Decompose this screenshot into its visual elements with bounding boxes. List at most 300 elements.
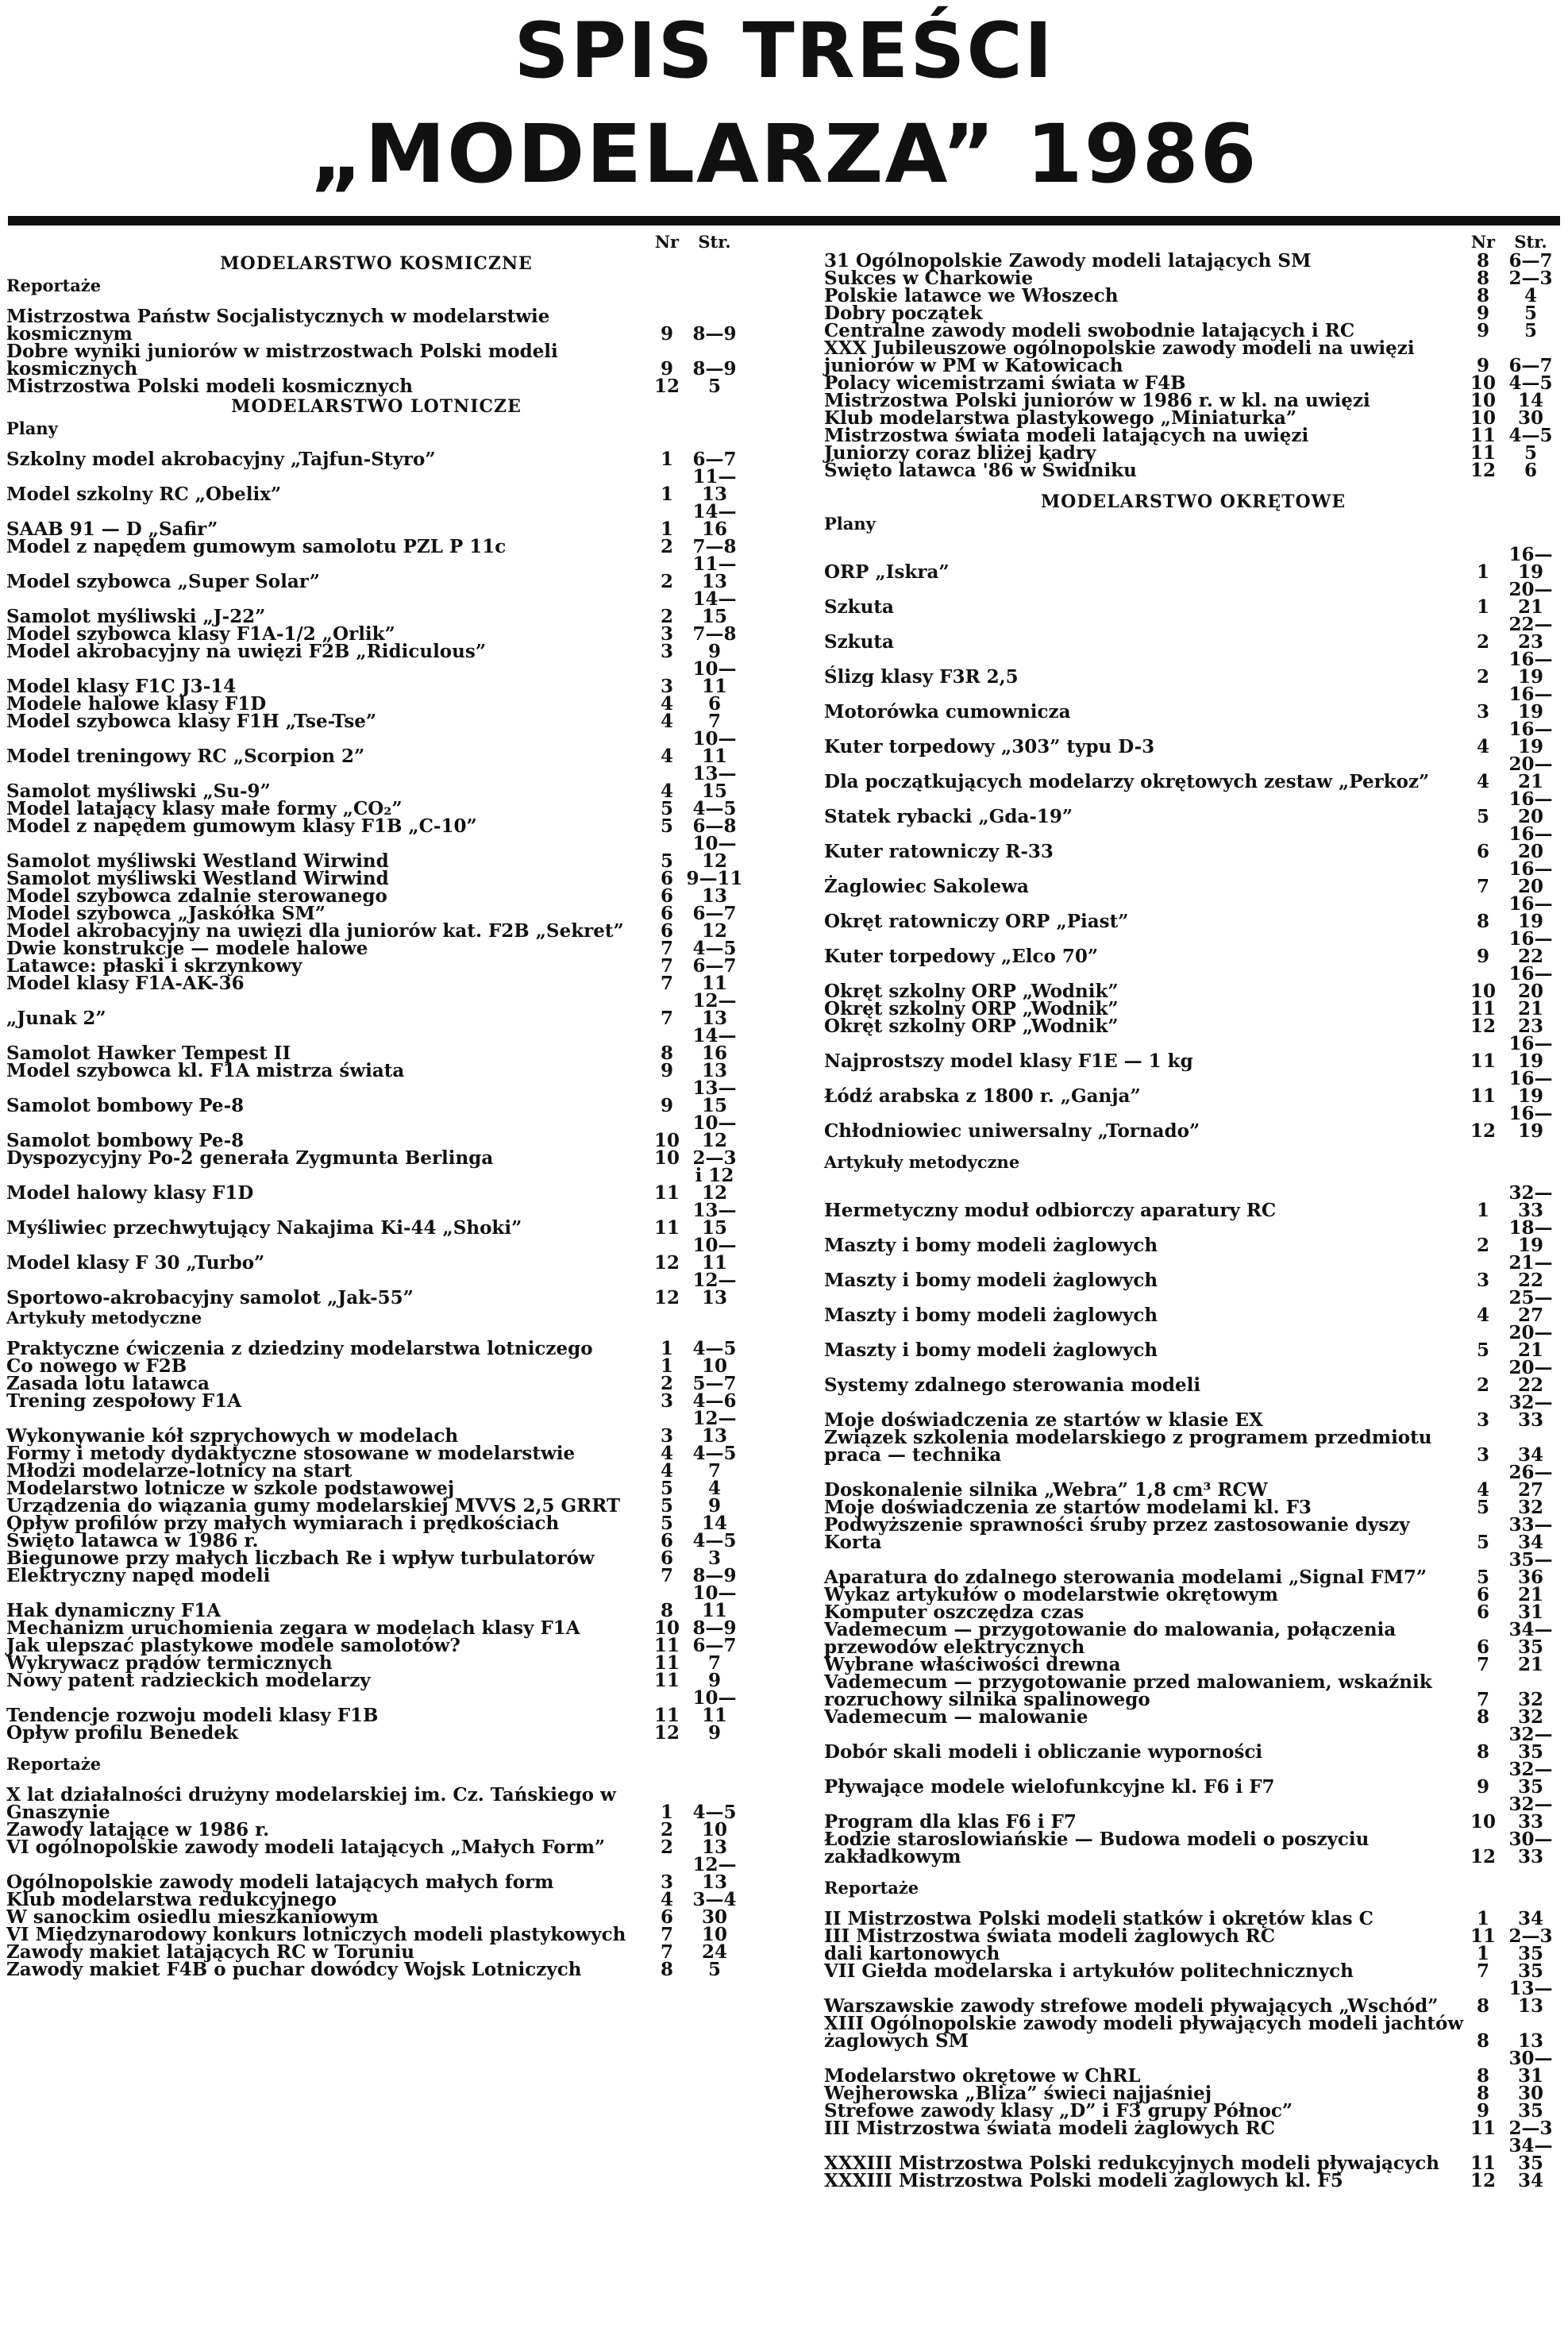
- entry-issue-number: 9: [660, 358, 673, 380]
- entry-issue-number: 11: [653, 1635, 680, 1656]
- entry-pages: 2—3: [1508, 268, 1553, 289]
- entry-pages: 10—12: [692, 1112, 737, 1151]
- entry-issue-number: 10: [1470, 407, 1496, 429]
- entry-title: Modelarstwo okrętowe w ChRL: [824, 2065, 1141, 2087]
- toc-entry: [6, 503, 746, 538]
- entry-issue-number: 9: [1476, 1776, 1489, 1798]
- entry-pages: 14: [1517, 390, 1543, 411]
- toc-entry: [824, 1018, 1562, 1035]
- entry-title: Święto latawca '86 w Świdniku: [824, 460, 1137, 481]
- entry-issue-number: 8: [1476, 2083, 1489, 2104]
- entry-title: Model halowy klasy F1D: [6, 1182, 254, 1204]
- toc-entry: [824, 1394, 1562, 1429]
- toc-entry: [6, 308, 746, 343]
- entry-title: Motorówka cumownicza: [824, 701, 1071, 723]
- right-column: [824, 232, 1562, 2190]
- entry-issue-number: 2: [660, 1373, 673, 1394]
- toc-entry: [824, 1429, 1562, 1464]
- entry-issue-number: 3: [660, 676, 673, 697]
- toc-entry: [824, 337, 1562, 376]
- entry-pages: 16—19: [1508, 684, 1553, 723]
- entry-issue-number: 1: [660, 449, 673, 470]
- entry-pages: 4—5: [692, 1443, 737, 1464]
- entry-title: Mistrzostwa świata modeli latających na uwięzi: [824, 425, 1309, 446]
- entry-title: Model szybowca „Super Solar”: [6, 571, 320, 592]
- section-title: MODELARSTWO LOTNICZE: [231, 396, 522, 417]
- toc-entry: [6, 1582, 746, 1621]
- entry-title: X lat działalności drużyny modelarskiej im. Cz. Tańskiego w Gnaszynie: [6, 1784, 616, 1823]
- toc-entry: [6, 992, 746, 1027]
- entry-issue-number: 5: [660, 850, 673, 872]
- toc-entry: [6, 1062, 746, 1080]
- toc-entry: [6, 1272, 746, 1307]
- entry-pages: 21: [1517, 1654, 1543, 1675]
- entry-issue-number: 11: [1470, 442, 1496, 464]
- spacer: [824, 480, 1562, 491]
- entry-issue-number: 5: [660, 815, 673, 837]
- entry-issue-number: 9: [1476, 2100, 1489, 2122]
- entry-title: III Mistrzostwa świata modeli żaglowych RC: [824, 1925, 1276, 1947]
- entry-title: Vademecum — malowanie: [824, 1706, 1088, 1728]
- entry-title: Juniorzy coraz bliżej kadry: [824, 442, 1096, 464]
- nr-header: Nr: [654, 232, 680, 252]
- toc-entry: [6, 643, 746, 661]
- entry-title: XXXIII Mistrzostwa Polski modeli żaglowych kl. F5: [824, 2170, 1343, 2191]
- toc-entry: [824, 1359, 1562, 1394]
- entry-issue-number: 3: [1476, 1409, 1489, 1431]
- entry-issue-number: 6: [660, 868, 673, 889]
- entry-pages: 18—19: [1508, 1217, 1553, 1256]
- entry-pages: 9—11: [686, 868, 743, 889]
- entry-pages: 13: [701, 1837, 727, 1858]
- entry-title: Młodzi modelarze-lotnicy na start: [6, 1460, 353, 1482]
- toc-entry: [6, 588, 746, 627]
- entry-pages: 23: [1517, 1016, 1543, 1037]
- entry-pages: 7: [707, 1460, 721, 1482]
- section-title: MODELARSTWO OKRĘTOWE: [1040, 491, 1346, 512]
- entry-pages: 13: [701, 885, 727, 907]
- entry-issue-number: 11: [653, 1670, 680, 1691]
- entry-title: Samolot bombowy Pe-8: [6, 1130, 245, 1151]
- entry-title: Maszty i bomy modeli żaglowych: [824, 1270, 1158, 1291]
- toc-entry: [824, 1706, 1562, 1728]
- entry-issue-number: 7: [660, 955, 673, 977]
- entry-issue-number: 7: [1476, 1960, 1489, 1982]
- entry-pages: 34—35: [1508, 2135, 1553, 2174]
- entry-title: Chłodniowiec uniwersalny „Tornado”: [824, 1120, 1200, 1142]
- entry-title: Podwyższenie sprawności śruby przez zastosowanie dyszy Korta: [824, 1514, 1410, 1553]
- entry-title: Model z napędem gumowym samolotu PZL P 11c: [6, 536, 507, 557]
- entry-title: Mistrzostwa Polski juniorów w 1986 r. w kl. na uwięzi: [824, 390, 1370, 411]
- toc-entry: [824, 2015, 1562, 2050]
- subsection-title: Artykuły metodyczne: [6, 1308, 202, 1328]
- entry-issue-number: 11: [653, 1217, 680, 1239]
- toc-entry: [6, 765, 746, 800]
- entry-title: Nowy patent radzieckich modelarzy: [6, 1670, 371, 1691]
- toc-entry: [824, 1217, 1562, 1256]
- toc-entry: [824, 2137, 1562, 2172]
- entry-title: Kuter ratowniczy R-33: [824, 841, 1054, 862]
- entry-title: Kuter torpedowy „303” typu D-3: [824, 736, 1155, 757]
- entry-issue-number: 7: [660, 1924, 673, 1945]
- entry-pages: i 12: [695, 1165, 734, 1186]
- toc-entry: [824, 893, 1562, 932]
- entry-issue-number: 6: [660, 1906, 673, 1928]
- entry-issue-number: 9: [1476, 355, 1489, 376]
- entry-issue-number: 6: [660, 1548, 673, 1569]
- entry-title: III Mistrzostwa świata modeli żaglowych RC: [824, 2118, 1276, 2139]
- entry-title: Wykaz artykułów o modelarstwie okrętowym: [824, 1584, 1279, 1605]
- toc-entry: [6, 1672, 746, 1690]
- toc-entry: [824, 928, 1562, 967]
- toc-entry: [824, 858, 1562, 897]
- entry-title: Polacy wicemistrzami świata w F4B: [824, 372, 1186, 394]
- toc-entry: [824, 1761, 1562, 1796]
- entry-issue-number: 4: [1476, 1479, 1489, 1501]
- entry-title: Jak ulepszać plastykowe modele samolotów?: [6, 1635, 460, 1656]
- entry-title: Centralne zawody modeli swobodnie latających i RC: [824, 320, 1355, 341]
- toc-entry: [6, 1856, 746, 1891]
- toc-entry: [824, 546, 1562, 581]
- entry-title: Program dla klas F6 i F7: [824, 1811, 1077, 1833]
- entry-title: Kuter torpedowy „Elco 70”: [824, 946, 1099, 967]
- toc-entry: [6, 1077, 746, 1116]
- entry-pages: 7—8: [692, 623, 737, 645]
- entry-title: Mechanizm uruchomienia zegara w modelach klasy F1A: [6, 1617, 580, 1639]
- entry-title: Model szybowca zdalnie sterowanego: [6, 885, 387, 907]
- entry-title: Dyspozycyjny Po-2 generała Zygmunta Berlinga: [6, 1147, 494, 1169]
- toc-entry: [6, 975, 746, 992]
- entry-issue-number: 3: [660, 1871, 673, 1893]
- left-column: [6, 232, 746, 1979]
- entry-issue-number: 2: [660, 571, 673, 592]
- entry-issue-number: 3: [660, 1425, 673, 1447]
- entry-issue-number: 12: [653, 1722, 680, 1744]
- entry-pages: 6—7: [692, 1635, 737, 1656]
- entry-title: Wejherowska „Bliza” świeci najjaśniej: [824, 2083, 1212, 2104]
- entry-title: Szkuta: [824, 596, 894, 618]
- entry-pages: 30—31: [1508, 2048, 1553, 2087]
- entry-title: Opływ profilów przy małych wymiarach i prędkościach: [6, 1513, 560, 1534]
- entry-pages: 30: [1517, 2083, 1543, 2104]
- entry-issue-number: 11: [1470, 1085, 1496, 1107]
- spacer: [824, 1866, 1562, 1877]
- toc-entry: [824, 1980, 1562, 2015]
- str-header: Str.: [1514, 232, 1547, 252]
- entry-issue-number: 1: [1476, 596, 1489, 618]
- entry-pages: 4—5: [692, 798, 737, 819]
- entry-issue-number: 12: [1470, 1016, 1496, 1037]
- entry-pages: 4—5: [1508, 425, 1553, 446]
- entry-pages: 16—20: [1508, 963, 1553, 1002]
- entry-issue-number: 9: [660, 323, 673, 345]
- entry-issue-number: 4: [1476, 771, 1489, 792]
- entry-issue-number: 8: [1476, 285, 1489, 306]
- entry-pages: 14—16: [692, 501, 737, 540]
- toc-entry: [824, 462, 1562, 480]
- entry-pages: 6—7: [692, 955, 737, 977]
- entry-pages: 13—15: [692, 763, 737, 802]
- subsection-title: Reportaże: [6, 1754, 102, 1774]
- entry-issue-number: 4: [660, 693, 673, 715]
- entry-issue-number: 7: [660, 1008, 673, 1029]
- toc-entry: [824, 1831, 1562, 1866]
- toc-entry: [824, 1960, 1562, 1982]
- toc-entry: [6, 713, 746, 730]
- toc-entry: [6, 730, 746, 765]
- entry-title: Myśliwiec przechwytujący Nakajima Ki-44 „Shoki”: [6, 1217, 522, 1239]
- entry-pages: 13—13: [1508, 1978, 1553, 2017]
- entry-title: Łodzie staroslowiańskie — Budowa modeli o poszyciu zakładkowym: [824, 1829, 1370, 1867]
- toc-entry: [6, 378, 746, 395]
- entry-pages: 34: [1517, 2170, 1543, 2191]
- toc-entry: [6, 1687, 746, 1726]
- entry-issue-number: 4: [660, 780, 673, 802]
- entry-issue-number: 1: [1476, 1200, 1489, 1221]
- entry-title: Model szybowca klasy F1A-1/2 „Orlik”: [6, 623, 395, 645]
- entry-pages: 11—13: [692, 466, 737, 505]
- entry-pages: 16—19: [1508, 719, 1553, 757]
- entry-issue-number: 1: [660, 518, 673, 540]
- entry-pages: 35: [1517, 1943, 1543, 1964]
- spacer: [824, 535, 1562, 546]
- entry-title: XIII Ogólnopolskie zawody modeli pływających modeli jachtów żaglowych SM: [824, 2013, 1464, 2052]
- entry-issue-number: 8: [660, 1043, 673, 1064]
- subsection-title: Reportaże: [6, 276, 102, 295]
- entry-issue-number: 1: [660, 1355, 673, 1377]
- entry-pages: 9: [707, 1722, 721, 1744]
- entry-issue-number: 8: [1476, 268, 1489, 289]
- entry-pages: 31: [1517, 1601, 1543, 1623]
- entry-pages: 10: [701, 1924, 727, 1945]
- entry-pages: 5: [1524, 303, 1537, 324]
- entry-issue-number: 6: [660, 920, 673, 942]
- entry-pages: 10: [701, 1819, 727, 1840]
- entry-pages: 13—15: [692, 1200, 737, 1239]
- toc-entry: [6, 1202, 746, 1237]
- entry-issue-number: 11: [1470, 2118, 1496, 2139]
- entry-title: Samolot myśliwski Westland Wirwind: [6, 868, 389, 889]
- entry-pages: 32: [1517, 1689, 1543, 1710]
- entry-pages: 4—6: [692, 1390, 737, 1412]
- entry-pages: 8—9: [692, 1565, 737, 1586]
- entry-title: Zasada lotu latawca: [6, 1373, 210, 1394]
- entry-pages: 10—11: [692, 1235, 737, 1274]
- entry-pages: 11: [701, 973, 727, 994]
- entry-issue-number: 2: [660, 536, 673, 557]
- toc-entry: [6, 835, 746, 870]
- entry-title: Najprostszy model klasy F1E — 1 kg: [824, 1050, 1193, 1072]
- entry-issue-number: 11: [653, 1652, 680, 1674]
- toc-entry: [824, 963, 1562, 1002]
- entry-title: VII Giełda modelarska i artykułów politechnicznych: [824, 1960, 1354, 1982]
- entry-issue-number: 8: [660, 1600, 673, 1621]
- entry-title: Sportowo-akrobacyjny samolot „Jak-55”: [6, 1287, 414, 1309]
- entry-title: 31 Ogólnopolskie Zawody modeli latających SM: [824, 250, 1312, 272]
- entry-pages: 5: [1524, 320, 1537, 341]
- entry-pages: 20—21: [1508, 1322, 1553, 1361]
- entry-title: Model akrobacyjny na uwięzi F2B „Ridiculous”: [6, 641, 487, 662]
- entry-issue-number: 7: [660, 1565, 673, 1586]
- entry-title: Wykonywanie kół szprychowych w modelach: [6, 1425, 459, 1447]
- entry-pages: 13—15: [692, 1077, 737, 1116]
- toc-entry: [824, 2120, 1562, 2137]
- entry-issue-number: 8: [1476, 1741, 1489, 1763]
- entry-pages: 7—8: [692, 536, 737, 557]
- entry-pages: 21—22: [1508, 1252, 1553, 1291]
- entry-issue-number: 8: [1476, 2030, 1489, 2052]
- entry-title: Komputer oszczędza czas: [824, 1601, 1085, 1623]
- title-line-1: SPIS TREŚCI: [514, 6, 1054, 95]
- toc-entry: [6, 1237, 746, 1272]
- toc-entry: [824, 581, 1562, 616]
- toc-entry: [6, 815, 746, 837]
- entry-title: „Junak 2”: [6, 1008, 106, 1029]
- entry-issue-number: 6: [660, 903, 673, 924]
- entry-pages: 32—33: [1508, 1392, 1553, 1431]
- entry-issue-number: 3: [1476, 1444, 1489, 1466]
- entry-title: Święto latawca w 1986 r.: [6, 1530, 259, 1551]
- entry-pages: 35: [1517, 1960, 1543, 1982]
- entry-issue-number: 8: [1476, 2065, 1489, 2087]
- entry-title: Model klasy F1C J3-14: [6, 676, 237, 697]
- entry-issue-number: 6: [660, 885, 673, 907]
- spacer: [824, 1174, 1562, 1185]
- section-title: MODELARSTWO KOSMICZNE: [220, 253, 533, 274]
- entry-title: Model szybowca kl. F1A mistrza świata: [6, 1060, 405, 1081]
- toc-entry: [824, 2050, 1562, 2085]
- entry-pages: 16—20: [1508, 823, 1553, 862]
- entry-pages: 5: [707, 376, 721, 397]
- entry-issue-number: 7: [1476, 1654, 1489, 1675]
- entry-title: Okręt ratowniczy ORP „Piast”: [824, 911, 1129, 932]
- entry-pages: 32: [1517, 1497, 1543, 1518]
- entry-pages: 12: [701, 1182, 727, 1204]
- entry-pages: 24: [701, 1941, 727, 1963]
- entry-title: Samolot bombowy Pe-8: [6, 1095, 245, 1116]
- entry-title: Żaglowiec Sakolewa: [824, 876, 1029, 897]
- toc-entry: [6, 658, 746, 697]
- entry-issue-number: 8: [1476, 911, 1489, 932]
- toc-entry: [824, 1035, 1562, 1070]
- entry-pages: 10—12: [692, 833, 737, 872]
- entry-issue-number: 12: [1470, 1120, 1496, 1142]
- entry-title: dali kartonowych: [824, 1943, 1000, 1964]
- entry-title: Okręt szkolny ORP „Wodnik”: [824, 1016, 1119, 1037]
- toc-entry: [6, 553, 746, 592]
- toc-entry: [6, 1722, 746, 1744]
- entry-issue-number: 12: [653, 1252, 680, 1274]
- entry-issue-number: 4: [660, 1460, 673, 1482]
- entry-issue-number: 1: [660, 1338, 673, 1359]
- entry-pages: 9: [707, 1495, 721, 1517]
- entry-pages: 6: [707, 693, 721, 715]
- toc-entry: [824, 1252, 1562, 1291]
- entry-title: Model szybowca „Jaskółka SM”: [6, 903, 326, 924]
- spacer: [824, 1140, 1562, 1151]
- toc-entry: [824, 1551, 1562, 1586]
- entry-issue-number: 10: [1470, 372, 1496, 394]
- entry-issue-number: 5: [660, 1495, 673, 1517]
- entry-title: Formy i metody dydaktyczne stosowane w modelarstwie: [6, 1443, 576, 1464]
- entry-pages: 14: [701, 1513, 727, 1534]
- entry-issue-number: 2: [660, 606, 673, 627]
- entry-pages: 16—20: [1508, 788, 1553, 827]
- entry-pages: 16—20: [1508, 858, 1553, 897]
- entry-pages: 5: [1524, 442, 1537, 464]
- entry-pages: 4: [1524, 285, 1537, 306]
- entry-pages: 21: [1517, 1584, 1543, 1605]
- entry-title: Związek szkolenia modelarskiego z programem przedmiotu praca — technika: [824, 1427, 1432, 1466]
- entry-issue-number: 4: [660, 746, 673, 767]
- entry-title: Opływ profilu Benedek: [6, 1722, 238, 1744]
- entry-issue-number: 5: [660, 798, 673, 819]
- toc-entry: [6, 1182, 746, 1204]
- entry-title: Warszawskie zawody strefowe modeli pływających „Wschód”: [824, 1995, 1439, 2017]
- toc-entry: [6, 451, 746, 468]
- toc-entry: [6, 1567, 746, 1585]
- entry-pages: 4—5: [1508, 372, 1553, 394]
- entry-issue-number: 10: [653, 1617, 680, 1639]
- entry-pages: 6—7: [1508, 355, 1553, 376]
- toc-entry: [824, 2172, 1562, 2190]
- toc-entry: [824, 1726, 1562, 1761]
- entry-pages: 16—19: [1508, 1033, 1553, 1072]
- entry-title: Dobór skali modeli i obliczanie wyporności: [824, 1741, 1263, 1763]
- toc-entry: [6, 1786, 746, 1821]
- entry-pages: 30: [1517, 407, 1543, 429]
- entry-title: W sanockim osiedlu mieszkaniowym: [6, 1906, 379, 1928]
- entry-pages: 20—22: [1508, 1357, 1553, 1396]
- entry-issue-number: 1: [1476, 561, 1489, 583]
- entry-issue-number: 10: [1470, 390, 1496, 411]
- entry-pages: 16—19: [1508, 1103, 1553, 1142]
- entry-issue-number: 12: [1470, 1846, 1496, 1867]
- entry-title: Łódź arabska z 1800 r. „Ganja”: [824, 1085, 1141, 1107]
- entry-issue-number: 11: [653, 1705, 680, 1726]
- entry-title: Model szkolny RC „Obelix”: [6, 484, 282, 505]
- toc-entry: [824, 721, 1562, 756]
- entry-pages: 10—11: [692, 658, 737, 697]
- entry-issue-number: 8: [660, 1959, 673, 1980]
- entry-pages: 6: [1524, 460, 1537, 481]
- title-rule: [8, 216, 1560, 225]
- entry-pages: 5—7: [692, 1373, 737, 1394]
- toc-entry: [824, 756, 1562, 791]
- entry-title: Dwie konstrukcje — modele halowe: [6, 938, 368, 959]
- entry-pages: 5: [707, 1959, 721, 1980]
- entry-title: Ślizg klasy F3R 2,5: [824, 666, 1019, 688]
- toc-entry: [6, 343, 746, 378]
- entry-title: Model latający klasy małe formy „CO₂”: [6, 798, 403, 819]
- toc-entry: [824, 651, 1562, 686]
- entry-issue-number: 12: [1470, 460, 1496, 481]
- entry-issue-number: 12: [653, 1287, 680, 1309]
- entry-pages: 6—7: [1508, 250, 1553, 272]
- entry-title: Strefowe zawody klasy „D” i F3 grupy Północ”: [824, 2100, 1293, 2122]
- entry-pages: 4: [707, 1478, 721, 1499]
- entry-pages: 33—34: [1508, 1514, 1553, 1553]
- toc-entry: [824, 823, 1562, 862]
- entry-title: Dobre wyniki juniorów w mistrzostwach Polski modeli kosmicznych: [6, 341, 558, 380]
- subsection-title: Plany: [6, 418, 58, 438]
- entry-issue-number: 10: [653, 1147, 680, 1169]
- toc-entry: [824, 1070, 1562, 1105]
- spacer: [6, 1742, 746, 1753]
- entry-issue-number: 8: [1476, 250, 1489, 272]
- entry-pages: 30—33: [1508, 1829, 1553, 1867]
- toc-entry: [824, 1324, 1562, 1359]
